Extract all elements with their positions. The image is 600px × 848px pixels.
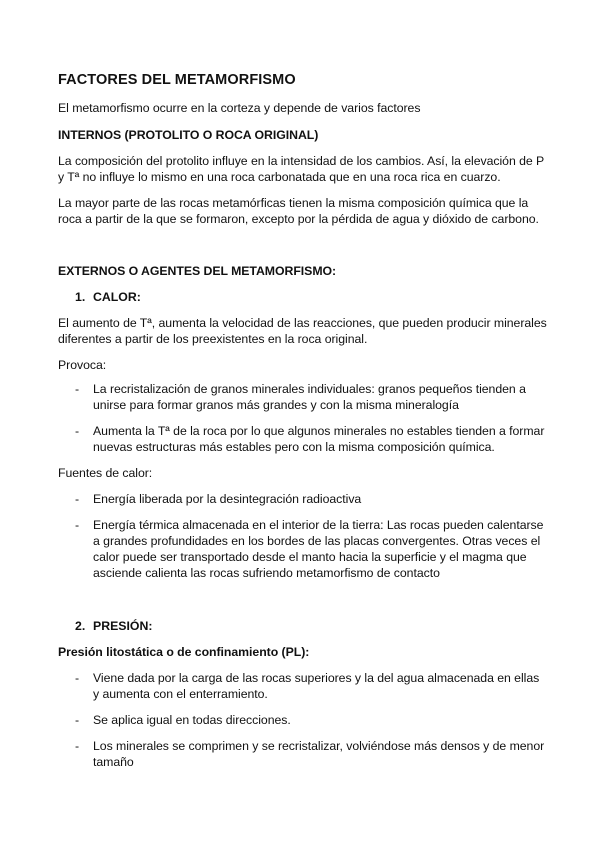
calor-intro-line2: diferentes a partir de los preexistentes en la roca original. <box>58 332 368 346</box>
internos-p2-line1: La mayor parte de las rocas metamórficas tienen la misma composición química que la <box>58 196 529 210</box>
fuentes-item-2-line3: calor puede ser transportado desde el manto hacia la superficie y el magma que <box>93 550 527 564</box>
presion-item-2-line1: Se aplica igual en todas direcciones. <box>93 713 291 727</box>
bullet-dash: - <box>75 713 80 727</box>
fuentes-item-1-line1: Energía liberada por la desintegración radioactiva <box>93 492 362 506</box>
presion-item-3-line1: Los minerales se comprimen y se recristalizar, volviéndose más densos y de menor <box>93 739 545 753</box>
provoca-item-1-line1: La recristalización de granos minerales individuales: granos pequeños tienden a <box>93 382 526 396</box>
internos-p2-line2: roca a partir de la que se formaron, excepto por la pérdida de agua y dióxido de carbono. <box>58 212 539 226</box>
bullet-dash: - <box>75 492 80 506</box>
externos-heading: EXTERNOS O AGENTES DEL METAMORFISMO: <box>58 264 337 278</box>
calor-heading: CALOR: <box>93 290 141 304</box>
fuentes-label: Fuentes de calor: <box>58 466 153 480</box>
presion-heading: PRESIÓN: <box>93 619 153 633</box>
fuentes-item-2-line1: Energía térmica almacenada en el interior de la tierra: Las rocas pueden calentarse <box>93 518 544 532</box>
presion-item-1-line2: y aumenta con el enterramiento. <box>93 687 268 701</box>
bullet-dash: - <box>75 739 80 753</box>
internos-p1-line1: La composición del protolito influye en la intensidad de los cambios. Así, la elevación de P <box>58 154 545 168</box>
internos-heading: INTERNOS (PROTOLITO O ROCA ORIGINAL) <box>58 128 319 142</box>
bullet-dash: - <box>75 382 80 396</box>
document-title: FACTORES DEL METAMORFISMO <box>58 72 296 88</box>
presion-number: 2. <box>75 619 86 633</box>
calor-number: 1. <box>75 290 86 304</box>
presion-item-1-line1: Viene dada por la carga de las rocas superiores y la del agua almacenada en ellas <box>93 671 540 685</box>
bullet-dash: - <box>75 424 80 438</box>
provoca-item-2-line1: Aumenta la Tª de la roca por lo que algunos minerales no estables tienden a formar <box>93 424 545 438</box>
bullet-dash: - <box>75 518 80 532</box>
internos-p1-line2: y Tª no influye lo mismo en una roca carbonatada que en una roca rica en cuarzo. <box>58 170 501 184</box>
presion-item-3-line2: tamaño <box>93 755 134 769</box>
provoca-item-2-line2: nuevas estructuras más estables pero con la misma composición química. <box>93 440 495 454</box>
provoca-label: Provoca: <box>58 358 107 372</box>
provoca-item-1-line2: unirse para formar granos más grandes y con la misma mineralogía <box>93 398 459 412</box>
presion-sub-heading: Presión litostática o de confinamiento (PL): <box>58 645 310 659</box>
bullet-dash: - <box>75 671 80 685</box>
fuentes-item-2-line4: asciende calienta las rocas sufriendo metamorfismo de contacto <box>93 566 440 580</box>
calor-intro-line1: El aumento de Tª, aumenta la velocidad de las reacciones, que pueden producir minerales <box>58 316 547 330</box>
intro-text: El metamorfismo ocurre en la corteza y depende de varios factores <box>58 101 421 115</box>
fuentes-item-2-line2: a grandes profundidades en los bordes de las placas convergentes. Otras veces el <box>93 534 541 548</box>
